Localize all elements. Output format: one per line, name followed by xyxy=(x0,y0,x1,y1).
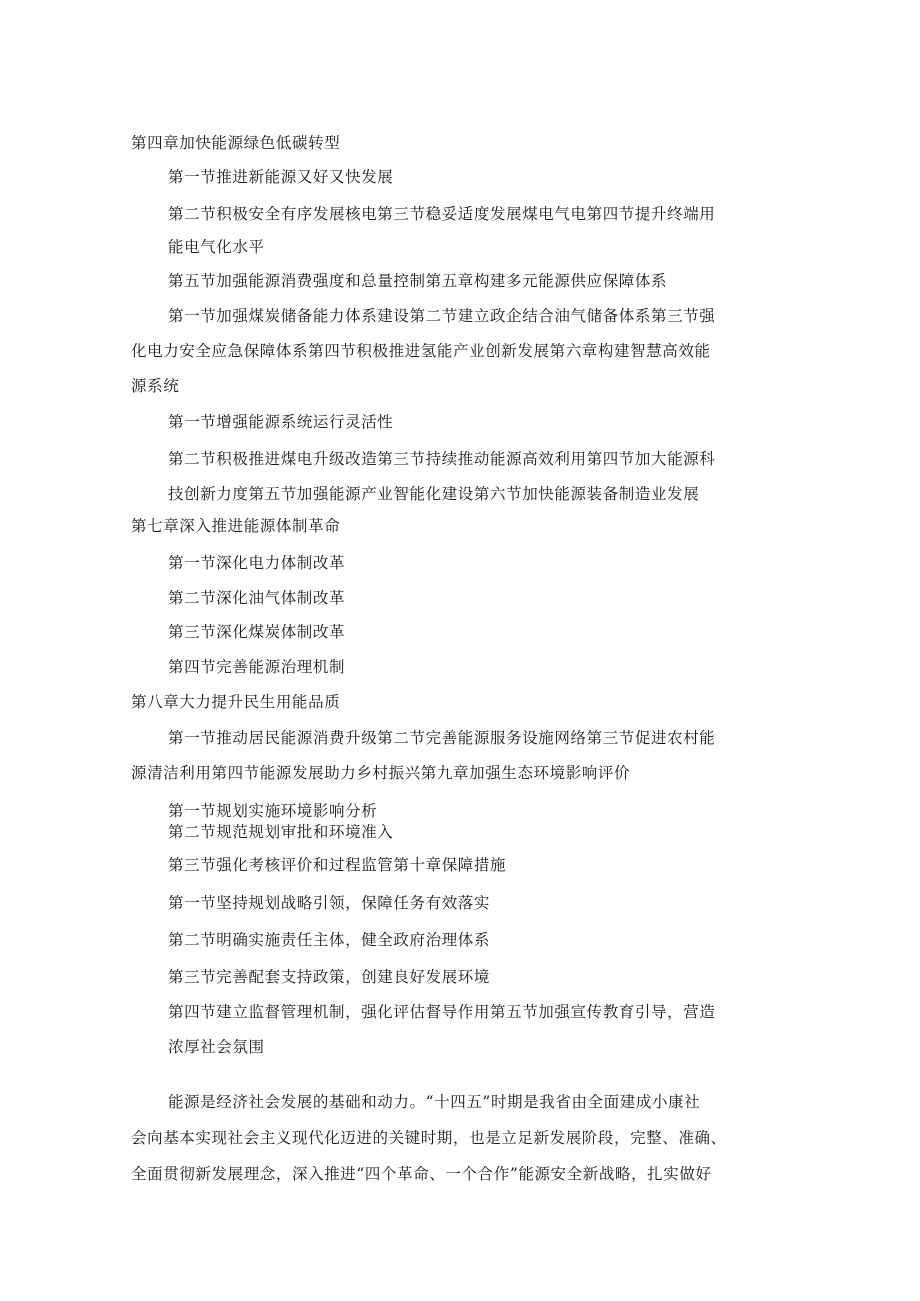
body-paragraph-line: 全面贯彻新发展理念，深入推进“四个革命、一个合作”能源安全新战略，扎实做好 xyxy=(131,1165,712,1183)
toc-section-line: 第二节深化油气体制改革 xyxy=(168,589,346,607)
toc-section-line: 第五节加强能源消费强度和总量控制第五章构建多元能源供应保障体系 xyxy=(168,272,668,290)
toc-section-line-continued: 源系统 xyxy=(131,377,180,395)
toc-section-line-continued: 能电气化水平 xyxy=(168,238,265,256)
toc-section-line: 第一节深化电力体制改革 xyxy=(168,554,346,572)
toc-section-line: 第四节完善能源治理机制 xyxy=(168,658,346,676)
toc-section-line: 第三节完善配套支持政策，创建良好发展环境 xyxy=(168,968,491,986)
toc-section-line: 第二节明确实施责任主体，健全政府治理体系 xyxy=(168,931,491,949)
toc-section-line-continued: 浓厚社会氛围 xyxy=(168,1038,265,1056)
toc-section-line: 第一节加强煤炭储备能力体系建设第二节建立政企结合油气储备体系第三节强 xyxy=(168,307,716,325)
toc-section-line: 第一节规划实施环境影响分析 xyxy=(168,802,378,820)
toc-section-line: 第二节积极推进煤电升级改造第三节持续推动能源高效利用第四节加大能源科 xyxy=(168,450,716,468)
body-paragraph-line: 能源是经济社会发展的基础和动力。“十四五”时期是我省由全面建成小康社 xyxy=(168,1093,701,1111)
toc-section-line: 第四节建立监督管理机制，强化评估督导作用第五节加强宣传教育引导，营造 xyxy=(168,1003,716,1021)
toc-section-line: 第三节深化煤炭体制改革 xyxy=(168,623,346,641)
toc-section-line: 第一节推进新能源又好又快发展 xyxy=(168,168,394,186)
chapter-8-heading: 第八章大力提升民生用能品质 xyxy=(131,693,341,711)
toc-section-line: 第二节积极安全有序发展核电第三节稳妥适度发展煤电气电第四节提升终端用 xyxy=(168,205,716,223)
toc-section-line-continued: 技创新力度第五节加强能源产业智能化建设第六节加快能源装备制造业发展 xyxy=(168,485,700,503)
toc-section-line-continued: 化电力安全应急保障体系第四节积极推进氢能产业创新发展第六章构建智慧高效能 xyxy=(131,342,711,360)
toc-section-line: 第三节强化考核评价和过程监管第十章保障措施 xyxy=(168,856,507,874)
chapter-4-heading: 第四章加快能源绿色低碳转型 xyxy=(131,134,341,152)
chapter-7-heading: 第七章深入推进能源体制革命 xyxy=(131,517,341,535)
toc-section-line-continued: 源清洁利用第四节能源发展助力乡村振兴第九章加强生态环境影响评价 xyxy=(131,764,631,782)
toc-section-line: 第一节推动居民能源消费升级第二节完善能源服务设施网络第三节促进农村能 xyxy=(168,729,716,747)
toc-section-line: 第一节坚持规划战略引领，保障任务有效落实 xyxy=(168,894,491,912)
body-paragraph-line: 会向基本实现社会主义现代化迈进的关键时期，也是立足新发展阶段，完整、准确、 xyxy=(131,1129,727,1147)
toc-section-line: 第二节规范规划审批和环境准入 xyxy=(168,823,394,841)
toc-section-line: 第一节增强能源系统运行灵活性 xyxy=(168,413,394,431)
